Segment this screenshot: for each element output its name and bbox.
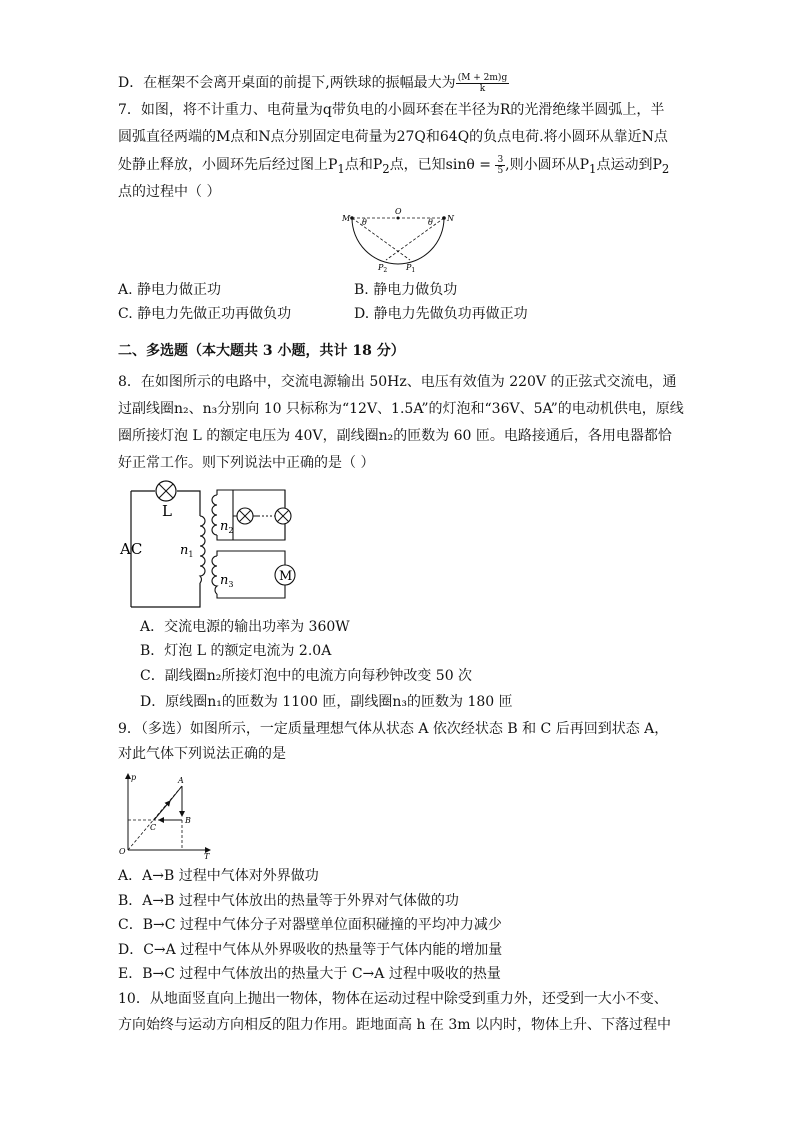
point-n bbox=[442, 216, 446, 220]
label-t: T bbox=[204, 852, 210, 861]
q6-frac-denominator: k bbox=[479, 83, 486, 94]
label-state-c: C bbox=[150, 823, 157, 832]
q7-sin-num: 3 bbox=[497, 154, 504, 165]
label-ac: AC bbox=[120, 540, 143, 558]
point-o bbox=[397, 217, 400, 220]
q8-option-d[interactable]: D．原线圈n₁的匝数为 1100 匝，副线圈n₃的匝数为 180 匝 bbox=[140, 694, 513, 710]
q8-circuit-figure bbox=[118, 478, 298, 613]
q9-stem-line1: 9．（多选）如图所示，一定质量理想气体从状态 A 依次经状态 B 和 C 后再回到状态 A， bbox=[118, 721, 669, 737]
q6-option-d bbox=[118, 72, 509, 94]
q7-text-a: 处静止释放，小圆环先后经过图上P bbox=[118, 157, 338, 173]
q9-stem-line2: 对此气体下列说法正确的是 bbox=[118, 746, 286, 762]
q10-stem-line2: 方向始终与运动方向相反的阻力作用。距地面高 h 在 3m 以内时，物体上升、下落过程中 bbox=[118, 1017, 671, 1033]
lamp-1-icon bbox=[233, 508, 258, 524]
label-theta-right: θ bbox=[428, 218, 433, 227]
q7-text-c: 点，已知sinθ = bbox=[389, 157, 496, 173]
label-origin: O bbox=[119, 847, 126, 856]
label-state-b: B bbox=[185, 816, 191, 825]
label-n3: $n_3$ bbox=[220, 573, 234, 589]
label-p1: $P_1$ bbox=[406, 263, 416, 274]
dashed-m-p1 bbox=[352, 218, 410, 260]
dashed-n-p2 bbox=[386, 218, 444, 260]
q7-stem-line4: 点的过程中（ ） bbox=[118, 184, 221, 200]
q7-stem-line1: 7．如图，将不计重力、电荷量为q带负电的小圆环套在半径为R的光滑绝缘半圆弧上，半 bbox=[118, 102, 665, 118]
q7-option-d[interactable]: D. 静电力先做负功再做正功 bbox=[354, 306, 528, 322]
q8-stem-line1: 8．在如图所示的电路中，交流电源输出 50Hz、电压有效值为 220V 的正弦式交流电，通 bbox=[118, 374, 677, 390]
q9-pt-graph bbox=[118, 770, 218, 862]
label-n1: $n_1$ bbox=[180, 543, 194, 559]
q7-text-b: 点和P bbox=[344, 157, 383, 173]
q7-option-c[interactable]: C. 静电力先做正功再做负功 bbox=[118, 306, 292, 322]
secondary-coil-n2 bbox=[212, 495, 217, 535]
primary-coil bbox=[200, 516, 205, 583]
q9-option-d[interactable]: D．C→A 过程中气体从外界吸收的热量等于气体内能的增加量 bbox=[118, 942, 503, 958]
q8-option-a[interactable]: A．交流电源的输出功率为 360W bbox=[140, 619, 350, 635]
q8-stem-line4: 好正常工作。则下列说法中正确的是（ ） bbox=[118, 455, 375, 471]
q7-stem-line3: 处静止释放，小圆环先后经过图上$P_1$点和$P_2$点，已知sinθ = $\frac{3}{5}$ ,则小圆环从$P_1$点运动到$P_2$ bbox=[118, 154, 670, 176]
label-n: N bbox=[447, 214, 454, 223]
q7-option-a[interactable]: A. 静电力做正功 bbox=[118, 282, 222, 298]
label-state-a: A bbox=[178, 776, 184, 785]
q6-option-d-fraction bbox=[456, 73, 510, 94]
label-o: O bbox=[395, 207, 402, 216]
label-n2: $n_2$ bbox=[220, 519, 234, 535]
q6-frac-numerator: (M + 2m)g bbox=[457, 72, 508, 83]
q7-option-b[interactable]: B. 静电力做负功 bbox=[354, 282, 458, 298]
label-motor: M bbox=[279, 569, 293, 584]
path-c-to-a bbox=[154, 801, 170, 820]
label-p2: $P_2$ bbox=[378, 263, 388, 274]
label-l: L bbox=[162, 502, 172, 520]
motor-icon bbox=[275, 565, 295, 585]
q7-stem-line2: 圆弧直径两端的M点和N点分别固定电荷量为27Q和64Q的负点电荷.将小圆环从靠近N点 bbox=[118, 129, 668, 145]
q6-option-d-text: D．在框架不会离开桌面的前提下,两铁球的振幅最大为 bbox=[118, 75, 456, 91]
q9-option-b[interactable]: B．A→B 过程中气体放出的热量等于外界对气体做的功 bbox=[118, 893, 459, 909]
q10-stem-line1: 10．从地面竖直向上抛出一物体，物体在运动过程中除受到重力外，还受到一大小不变、 bbox=[118, 991, 668, 1007]
q7-sin-fraction bbox=[495, 155, 505, 176]
point-m bbox=[350, 216, 354, 220]
q9-option-a[interactable]: A．A→B 过程中气体对外界做功 bbox=[118, 868, 319, 884]
q7-semicircle-figure bbox=[338, 204, 458, 274]
secondary-coil-n3 bbox=[212, 556, 217, 594]
section-heading-multi-choice: 二、多选题（本大题共 3 小题，共计 18 分） bbox=[118, 343, 405, 359]
q8-option-c[interactable]: C．副线圈n₂所接灯泡中的电流方向每秒钟改变 50 次 bbox=[140, 668, 473, 684]
lamp-10-icon bbox=[275, 508, 291, 524]
q7-text-d: ,则小圆环从P bbox=[505, 157, 590, 173]
q7-sin-den: 5 bbox=[497, 165, 504, 176]
label-theta-left: θ bbox=[362, 218, 367, 227]
q9-option-e[interactable]: E．B→C 过程中气体放出的热量大于 C→A 过程中吸收的热量 bbox=[118, 966, 501, 982]
label-p: p bbox=[131, 773, 137, 782]
q9-option-c[interactable]: C．B→C 过程中气体分子对器壁单位面积碰撞的平均冲力减少 bbox=[118, 917, 502, 933]
q7-text-e: 点运动到P bbox=[596, 157, 662, 173]
q8-option-b[interactable]: B．灯泡 L 的额定电流为 2.0A bbox=[140, 643, 332, 659]
label-m: M bbox=[342, 214, 351, 223]
q8-stem-line3: 圈所接灯泡 L 的额定电压为 40V，副线圈n₂的匝数为 60 匝。电路接通后，各用电器都恰 bbox=[118, 428, 672, 444]
lamp-l-icon bbox=[156, 481, 176, 501]
q8-stem-line2: 过副线圈n₂、n₃分别向 10 只标称为“12V、1.5A”的灯泡和“36V、5A”的电动机供电，原线 bbox=[118, 401, 684, 417]
